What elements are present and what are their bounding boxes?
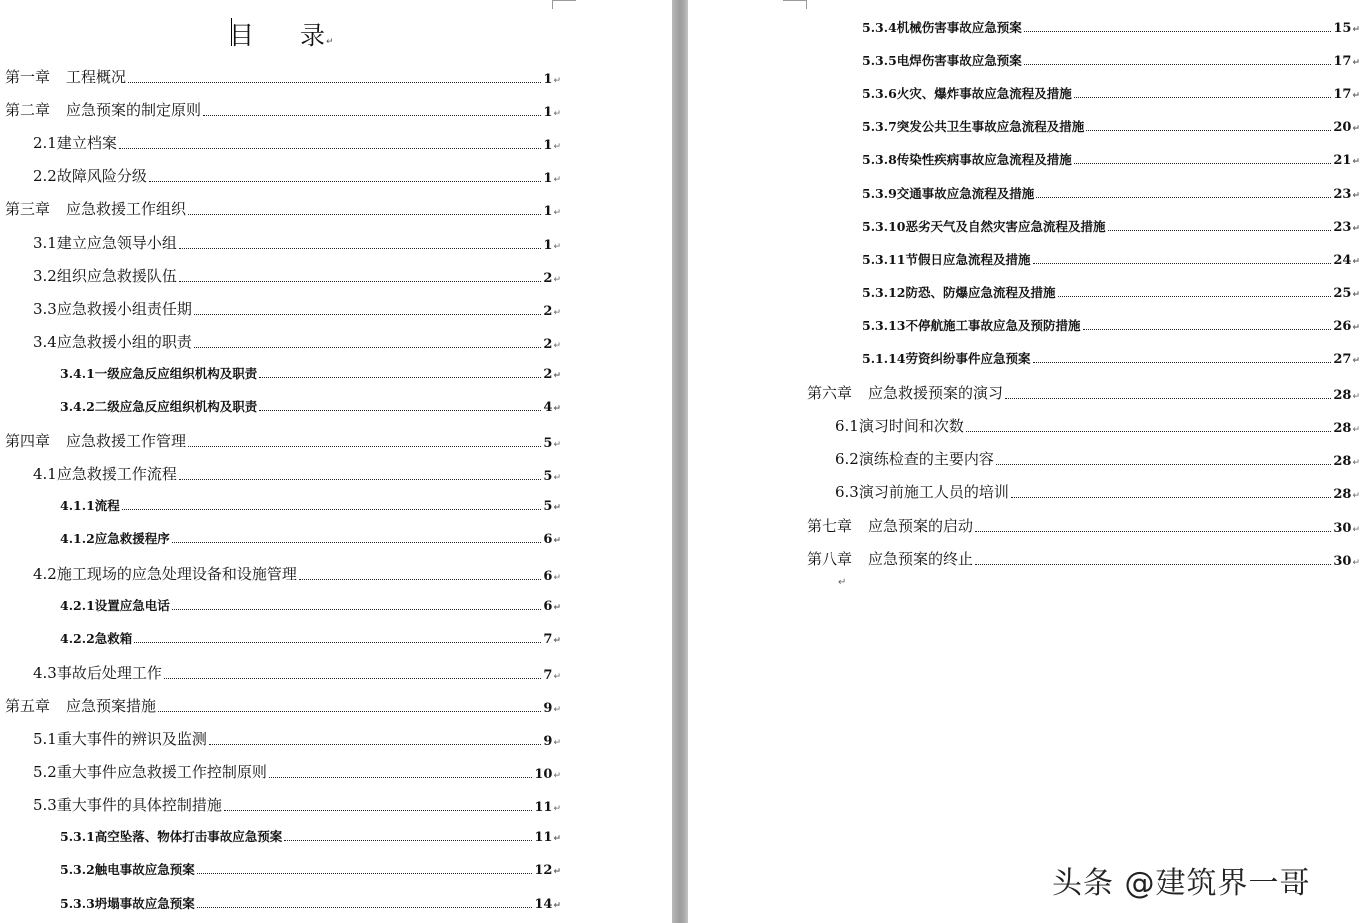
toc-dot-leader [128,81,541,83]
toc-entry-text: 工程概况 [66,68,127,86]
toc-page-number: 11 [534,830,553,846]
toc-entry-label [33,463,177,484]
toc-dot-leader [149,180,542,182]
paragraph-mark-icon: ↵ [1352,91,1360,102]
paragraph-mark-icon: ↵ [553,572,561,583]
toc-entry[interactable] [862,184,1360,202]
toc-entry[interactable] [33,331,561,352]
toc-dot-leader [1036,196,1331,198]
toc-page-number: 1 [543,237,553,253]
toc-page-number: 10 [534,767,553,783]
toc-entry[interactable] [5,198,561,219]
paragraph-mark-icon: ↵ [1352,356,1360,366]
toc-dot-leader [975,530,1331,532]
toc-entry[interactable] [33,662,561,683]
toc-entry-text: 5.3.7突发公共卫生事故应急流程及措施 [862,119,1085,135]
toc-entry-label [862,150,1072,168]
toc-page-number: 6 [543,568,553,584]
toc-dot-leader [197,906,533,908]
toc-entry-label [60,397,257,415]
toc-entry-text: 4.2.1设置应急电话 [60,597,170,613]
toc-dot-leader [1083,328,1332,330]
toc-entry-text: 5.3.3坍塌事故应急预案 [60,895,195,911]
toc-entry[interactable] [60,894,561,912]
toc-chapter-number: 第二章 [5,101,51,120]
toc-entry[interactable] [862,316,1360,334]
toc-entry[interactable] [60,629,561,647]
toc-entry[interactable] [60,596,561,614]
toc-entry-text: 4.2施工现场的应急处理设备和设施管理 [33,564,297,583]
toc-entry[interactable] [33,298,561,319]
paragraph-mark-icon: ↵ [553,602,561,613]
paragraph-mark-icon: ↵ [553,307,561,318]
toc-entry-label [33,761,267,782]
toc-entry-label [33,132,117,153]
toc-entry-label [33,563,297,584]
toc-dot-leader [224,809,533,811]
toc-page-number: 1 [543,105,553,121]
watermark: 头条 @建筑界一哥 [1052,866,1311,901]
paragraph-mark-icon: ↵ [553,404,561,414]
toc-entry-label [807,382,1003,403]
toc-dot-leader [134,641,541,643]
toc-dot-leader [1033,361,1332,363]
toc-dot-leader [1024,63,1332,65]
toc-dot-leader [1033,262,1332,264]
toc-entry[interactable] [862,283,1360,301]
toc-chapter-number: 第五章 [5,696,51,715]
toc-dot-leader [966,430,1332,432]
toc-dot-leader [284,839,532,841]
toc-entry[interactable] [835,415,1360,436]
paragraph-mark-icon: ↵ [553,142,561,153]
toc-entry-text: 应急预案的启动 [868,516,974,535]
toc-dot-leader [975,563,1331,565]
toc-entry-text: 4.1.1流程 [60,498,120,514]
toc-entry-text: 3.2组织应急救援队伍 [33,266,177,285]
toc-entry-label [862,18,1022,36]
toc-page-number: 30 [1333,553,1352,569]
toc-entry[interactable] [835,448,1360,469]
toc-dot-leader [194,346,542,348]
toc-dot-leader [1108,229,1332,231]
toc-entry-text: 3.3应急救援小组责任期 [33,299,192,318]
toc-page-number: 24 [1333,252,1352,268]
toc-entry[interactable] [60,364,561,382]
toc-entry[interactable] [807,382,1360,403]
toc-entry-label [862,84,1072,102]
toc-entry[interactable] [33,132,561,153]
toc-entry-label [33,794,222,815]
toc-page-number: 2 [543,303,553,319]
toc-entry-text: 4.2.2急救箱 [60,630,133,646]
toc-entry-text: 2.2故障风险分级 [33,167,147,186]
paragraph-mark-icon: ↵ [1352,557,1360,568]
toc-entry-label [835,415,964,436]
toc-entry-label [60,496,120,514]
paragraph-mark-icon: ↵ [553,370,561,381]
paragraph-mark-icon: ↵ [1352,458,1360,469]
paragraph-mark-icon: ↵ [1352,491,1360,502]
document-page-right [688,0,1367,923]
toc-page-number: 14 [534,896,553,912]
toc-dot-leader [172,541,542,543]
toc-entry-text: 5.3.2触电事故应急预案 [60,862,195,878]
toc-entry-text: 4.3事故后处理工作 [33,663,162,682]
toc-dot-leader [158,710,541,712]
toc-entry-label [5,99,201,120]
toc-entry[interactable] [33,728,561,749]
toc-entry-label [5,695,156,716]
paragraph-mark-icon: ↵ [553,900,561,911]
toc-dot-leader [259,376,541,378]
toc-entry-text: 5.2重大事件应急救援工作控制原则 [33,763,267,782]
toc-page-number: 5 [543,469,553,485]
toc-page-number: 7 [543,631,553,647]
toc-entry-label [835,448,994,469]
toc-entry-text: 3.1建立应急领导小组 [33,233,177,252]
paragraph-mark-icon: ↵ [553,473,561,484]
toc-page-number: 1 [543,171,553,187]
toc-dot-leader [1011,496,1332,498]
toc-entry[interactable] [835,481,1360,502]
toc-page-number: 9 [543,700,553,716]
toc-entry-label [862,117,1084,135]
toc-entry[interactable] [60,529,561,547]
toc-title[interactable] [229,16,334,52]
toc-page-number: 2 [543,270,553,286]
toc-page-number: 28 [1333,454,1352,470]
toc-page-number: 12 [534,863,553,879]
toc-entry-label [60,827,282,845]
toc-entry-label [862,349,1031,367]
toc-entry-text: 5.3.12防恐、防爆应急流程及措施 [862,284,1056,300]
toc-dot-leader [119,147,542,149]
paragraph-mark-icon: ↵ [1352,157,1360,168]
toc-dot-leader [1005,397,1331,399]
toc-entry-text: 6.2演练检查的主要内容 [835,450,994,469]
toc-entry-text: 5.3.1高空坠落、物体打击事故应急预案 [60,829,283,845]
toc-dot-leader [209,743,542,745]
document-page-left [0,0,672,923]
paragraph-mark-icon: ↵ [1352,524,1360,535]
paragraph-mark-icon: ↵ [553,175,561,186]
toc-page-number: 25 [1333,285,1352,301]
toc-entry[interactable] [862,217,1360,235]
paragraph-mark-icon: ↵ [553,704,561,715]
paragraph-mark-icon: ↵ [1352,392,1360,403]
toc-entry-label [33,298,192,319]
paragraph-mark-icon: ↵ [553,635,561,646]
toc-entry-text: 应急救援工作管理 [66,432,187,451]
toc-entry-text: 4.1.2应急救援程序 [60,531,170,547]
toc-page-number: 7 [543,667,553,683]
toc-page-number: 30 [1333,520,1352,536]
toc-entry-label [835,481,1009,502]
toc-entry-label [5,66,126,87]
toc-page-number: 2 [543,366,553,382]
toc-entry[interactable] [807,548,1360,569]
toc-dot-leader [122,508,542,510]
toc-entry-text: 5.3.8传染性疾病事故应急流程及措施 [862,152,1072,168]
toc-entry-text: 4.1应急救援工作流程 [33,465,177,484]
paragraph-mark-icon: ↵ [553,771,561,782]
toc-entry[interactable] [862,18,1360,36]
page-gutter [672,0,688,923]
toc-entry-label [33,165,147,186]
toc-entry[interactable] [862,84,1360,102]
toc-entry-label [862,217,1106,235]
toc-entry[interactable] [807,515,1360,536]
toc-page-number: 28 [1333,421,1352,437]
toc-dot-leader [179,478,542,480]
toc-dot-leader [194,313,542,315]
paragraph-mark-icon: ↵ [553,834,561,845]
toc-dot-leader [259,409,541,411]
toc-entry-text: 3.4.1一级应急反应组织机构及职责 [60,365,258,381]
toc-entry-text: 5.3.11节假日应急流程及措施 [862,251,1031,267]
paragraph-mark-icon: ↵ [553,440,561,451]
toc-dot-leader [1086,129,1331,131]
toc-page-number: 5 [543,499,553,515]
toc-entry-label [60,364,257,382]
toc-entry-label [60,629,132,647]
toc-page-number: 27 [1333,352,1352,367]
toc-title-char-2: 录 [300,21,326,50]
toc-entry-label [862,283,1056,301]
page-corner-mark [552,0,576,9]
toc-dot-leader [269,776,533,778]
paragraph-mark-icon: ↵ [1352,322,1360,333]
paragraph-mark-icon: ↵ [1352,223,1360,234]
toc-entry[interactable] [60,397,561,415]
toc-page-number: 17 [1333,87,1352,103]
toc-dot-leader [197,872,533,874]
toc-dot-leader [188,213,541,215]
toc-title-char-1: 目 [229,21,255,50]
toc-entry-text: 5.3.4机械伤害事故应急预案 [862,20,1022,35]
toc-page-number: 4 [543,400,553,415]
toc-entry[interactable] [60,860,561,878]
toc-page-number: 1 [543,204,553,220]
toc-entry-text: 5.3.13不停航施工事故应急及预防措施 [862,317,1081,333]
toc-dot-leader [1058,295,1332,297]
toc-entry-text: 2.1建立档案 [33,134,117,153]
toc-entry-label [60,860,195,878]
toc-page-number: 20 [1333,120,1352,136]
toc-page-number: 11 [534,800,553,816]
toc-dot-leader [996,463,1332,465]
toc-entry[interactable] [33,563,561,584]
toc-page-number: 28 [1333,388,1352,404]
toc-entry[interactable] [5,66,561,87]
paragraph-mark-icon: ↵ [553,208,561,219]
toc-entry-label [862,316,1081,334]
toc-chapter-number: 第六章 [807,384,853,403]
toc-entry-text: 5.3.10恶劣天气及自然灾害应急流程及措施 [862,218,1106,234]
toc-entry-text: 5.3.9交通事故应急流程及措施 [862,185,1035,201]
toc-entry[interactable] [862,117,1360,135]
toc-entry[interactable] [33,265,561,286]
toc-entry[interactable] [33,232,561,253]
paragraph-mark-icon: ↵ [553,340,561,351]
paragraph-mark-icon: ↵ [1352,425,1360,436]
toc-chapter-number: 第四章 [5,432,51,451]
toc-entry[interactable] [862,150,1360,168]
toc-page-number: 26 [1333,318,1352,334]
toc-entry-text: 5.1.14劳资纠纷事件应急预案 [862,351,1031,366]
toc-page-number: 15 [1333,21,1352,36]
toc-entry-label [5,198,186,219]
toc-page-number: 1 [543,72,553,87]
toc-entry-text: 6.1演习时间和次数 [835,417,964,436]
toc-entry-text: 应急救援工作组织 [66,200,187,219]
toc-dot-leader [1074,162,1332,164]
toc-entry-text: 5.1重大事件的辨识及监测 [33,730,207,748]
paragraph-mark-icon: ↵ [553,274,561,285]
toc-dot-leader [299,578,542,580]
toc-entry-label [5,430,186,451]
paragraph-mark-icon: ↵ [1352,124,1360,135]
toc-chapter-number: 第一章 [5,68,51,86]
toc-entry-text: 6.3演习前施工人员的培训 [835,483,1009,502]
toc-page-number: 21 [1333,153,1352,169]
toc-entry[interactable] [5,430,561,451]
paragraph-mark-icon: ↵ [1352,190,1360,201]
toc-entry-text: 应急预案的制定原则 [66,101,202,120]
paragraph-mark-icon: ↵ [1352,25,1360,35]
toc-entry[interactable] [60,827,561,845]
toc-dot-leader [164,677,542,679]
toc-entry-text: 5.3.5电焊伤害事故应急预案 [862,53,1022,69]
toc-dot-leader [1024,30,1332,32]
toc-entry-text: 3.4.2二级应急反应组织机构及职责 [60,399,258,414]
toc-entry[interactable] [862,250,1360,268]
toc-entry-text: 3.4应急救援小组的职责 [33,332,192,351]
paragraph-mark-icon: ↵ [838,577,847,588]
toc-entry-label [33,662,162,683]
toc-page-number: 5 [543,436,553,452]
toc-entry-text: 5.3.6火灾、爆炸事故应急流程及措施 [862,86,1072,102]
paragraph-mark-icon: ↵ [553,109,561,120]
paragraph-mark-icon: ↵ [1352,289,1360,300]
toc-page-number: 2 [543,336,553,352]
toc-entry-text: 应急预案的终止 [868,549,974,568]
toc-page-number: 28 [1333,487,1352,503]
toc-entry[interactable] [33,165,561,186]
toc-entry-text: 5.3重大事件的具体控制措施 [33,796,222,815]
toc-entry-label [33,728,207,749]
toc-entry-label [807,548,973,569]
toc-entry[interactable] [33,761,561,782]
paragraph-mark-icon: ↵ [553,738,561,748]
toc-entry-label [33,265,177,286]
toc-dot-leader [203,114,541,116]
toc-chapter-number: 第八章 [807,549,853,568]
paragraph-mark-icon: ↵ [1352,58,1360,69]
paragraph-mark-icon: ↵ [326,37,334,47]
paragraph-mark-icon: ↵ [553,536,561,547]
toc-page-number: 6 [543,598,553,614]
toc-dot-leader [1074,96,1332,98]
paragraph-mark-icon: ↵ [553,671,561,682]
paragraph-mark-icon: ↵ [553,76,561,86]
paragraph-mark-icon: ↵ [553,804,561,815]
toc-chapter-number: 第三章 [5,200,51,219]
toc-page-number: 23 [1333,219,1352,235]
toc-entry-label [33,331,192,352]
page-corner-mark [783,0,807,9]
toc-dot-leader [188,445,541,447]
toc-dot-leader [172,608,542,610]
toc-entry-label [862,250,1031,268]
toc-entry[interactable] [60,496,561,514]
toc-entry-label [60,596,170,614]
toc-entry[interactable] [5,695,561,716]
toc-page-number: 9 [543,734,553,749]
toc-entry[interactable] [5,99,561,120]
toc-entry[interactable] [862,349,1360,367]
toc-entry[interactable] [862,51,1360,69]
paragraph-mark-icon: ↵ [553,503,561,514]
toc-entry[interactable] [33,794,561,815]
toc-entry-label [807,515,973,536]
toc-page-number: 17 [1333,54,1352,70]
toc-dot-leader [179,247,542,249]
toc-page-number: 6 [543,532,553,548]
toc-page-number: 1 [543,138,553,154]
toc-dot-leader [179,280,542,282]
toc-entry-text: 应急预案措施 [66,696,157,715]
paragraph-mark-icon: ↵ [553,867,561,878]
paragraph-mark-icon: ↵ [1352,256,1360,267]
toc-entry-label [862,184,1034,202]
toc-entry-label [33,232,177,253]
paragraph-mark-icon: ↵ [553,241,561,252]
toc-entry[interactable] [33,463,561,484]
toc-chapter-number: 第七章 [807,516,853,535]
toc-entry-label [60,894,195,912]
toc-entry-text: 应急救援预案的演习 [868,384,1004,403]
toc-page-number: 23 [1333,186,1352,202]
toc-entry-label [60,529,170,547]
toc-entry-label [862,51,1022,69]
